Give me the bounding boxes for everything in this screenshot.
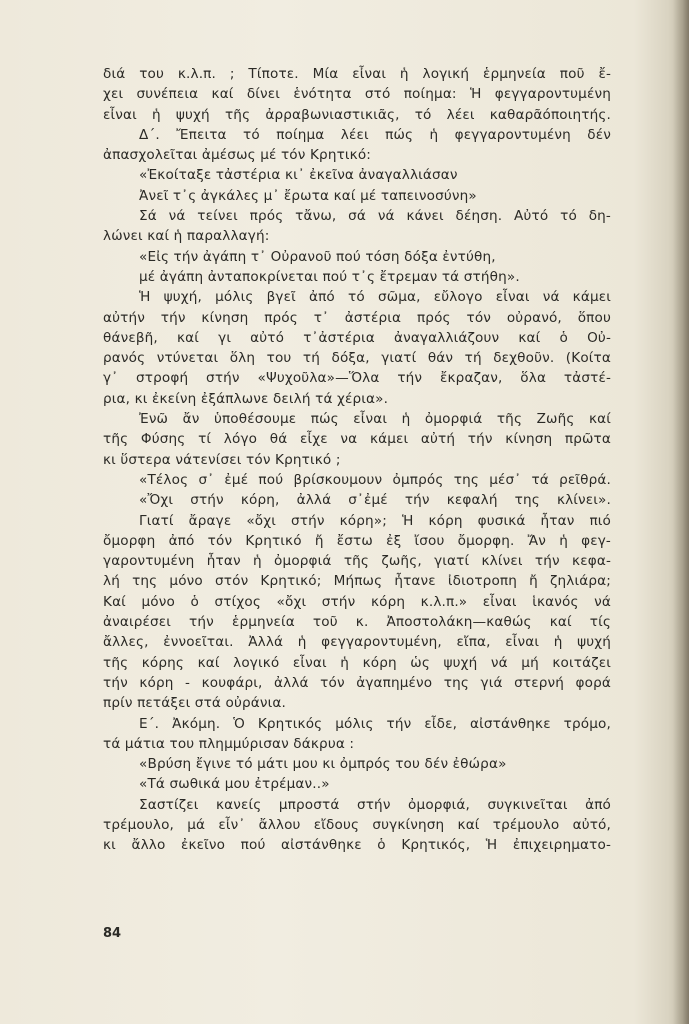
text-line: Ἀνεῖ τ᾽ς ἀγκάλες μ᾽ ἔρωτα καί μέ ταπεινοσύνη» (139, 187, 477, 204)
text-line: «Εἰς τήν ἀγάπη τ᾽ Οὐρανοῦ πού τόση δόξα ἐντύθη, (139, 248, 496, 265)
text-line: Σαστίζει κανείς μπροστά στήν ὀμορφιά, συγκινεῖται ἀπό (139, 796, 611, 813)
text-line: γαροντυμένη ἦταν ἡ ὀμορφιά τῆς ζωῆς, γιατί κλίνει τήν κεφα- (103, 553, 611, 570)
text-line: γ᾽ στροφή στήν «Ψυχοῦλα»—Ὅλα τήν ἔκραζαν, ὅλα τἀστέ- (103, 370, 611, 387)
text-line: μέ ἀγάπη ἀνταποκρίνεται πού τ᾽ς ἔτρεμαν τά στήθη». (139, 268, 520, 285)
body-text (103, 64, 611, 856)
text-line: Ἐνῶ ἄν ὑποθέσουμε πώς εἶναι ἡ ὀμορφιά τῆς Ζωῆς καί (139, 411, 611, 428)
text-line: χει συνέπεια καί δίνει ἑνότητα στό ποίημα: Ἡ φεγγαροντυμένη (103, 86, 611, 103)
text-line: εἶναι ἡ ψυχή τῆς ἀρραβωνιαστικιᾶς, τό λέει καθαρᾶόποιητής. (103, 106, 611, 123)
text-line: λή της μόνο στόν Κρητικό; Μήπως ἦτανε ἰδιοτροπη ἤ ζηλιάρα; (103, 573, 611, 590)
text-line: τήν κόρη - κουφάρι, ἀλλά τόν ἀγαπημένο της γιά στερνή φορά (103, 674, 611, 691)
text-line: αὐτήν τήν κίνηση πρός τ᾽ ἀστέρια πρός τόν οὐρανό, ὅπου (103, 309, 611, 326)
text-line: πρίν πετάξει στά οὐράνια. (103, 695, 286, 712)
text-line: «Βρύση ἔγινε τό μάτι μου κι ὀμπρός του δέν ἐθώρα» (139, 756, 507, 773)
text-line: τῆς Φύσης τί λόγο θά εἶχε να κάμει αὐτή τήν κίνηση πρῶτα (103, 431, 611, 448)
text-line: ρια, κι ἐκείνη ἐξάπλωνε δειλή τά χέρια». (103, 390, 389, 407)
text-line: ὄμορφη ἀπό τόν Κρητικό ἤ ἔστω ἐξ ἴσου ὄμορφη. Ἄν ἡ φεγ- (103, 532, 611, 549)
page-number: 84 (103, 926, 122, 941)
text-line: Ἡ ψυχή, μόλις βγεῖ ἀπό τό σῶμα, εὔλογο εἶναι νά κάμει (139, 289, 611, 306)
text-line: διά του κ.λ.π. ; Τίποτε. Μία εἶναι ἡ λογική ἑρμηνεία ποῦ ἔ- (103, 66, 611, 82)
text-line: Καί μόνο ὁ στίχος «ὄχι στήν κόρη κ.λ.π.» εἶναι ἱκανός νά (103, 593, 611, 610)
text-line: Σά νά τείνει πρός τἄνω, σά νά κάνει δέηση. Αὐτό τό δη- (139, 208, 611, 225)
text-line: ἀναιρέσει τήν ἑρμηνεία τοῦ κ. Ἀποστολάκη—καθώς καί τίς (103, 614, 611, 631)
text-line: ἄλλες, ἐννοεῖται. Ἀλλά ἡ φεγγαροντυμένη, εἴπα, εἶναι ἡ ψυχή (103, 634, 611, 651)
text-line: λώνει καί ἡ παραλλαγή: (103, 228, 270, 245)
text-line: «Ὄχι στήν κόρη, ἀλλά σ᾽ἐμέ τήν κεφαλή της κλίνει». (139, 492, 611, 509)
text-line: Ε΄. Ἀκόμη. Ὁ Κρητικός μόλις τήν εἶδε, αἰστάνθηκε τρόμο, (139, 715, 611, 732)
text-line: «Ἐκοίταξε τἀστέρια κι᾽ ἐκεῖνα ἀναγαλλιάσαν (139, 167, 458, 184)
text-line: Γιατί ἄραγε «ὄχι στήν κόρη»; Ἡ κόρη φυσικά ἦταν πιό (139, 512, 611, 529)
text-line: ρανός ντύνεται ὅλη του τή δόξα, γιατί θάν τή δεχθοῦν. (Κοίτα (103, 350, 611, 367)
text-line: θάνεβῆ, καί γι αὐτό τ᾽ἀστέρια ἀναγαλλιάζουν καί ὁ Οὐ- (103, 329, 611, 346)
text-line: Δ΄. Ἔπειτα τό ποίημα λέει πώς ἡ φεγγαροντυμένη δέν (139, 126, 611, 143)
text-line: «Τά σωθικά μου ἐτρέμαν..» (139, 776, 330, 793)
text-line: τά μάτια του πλημμύρισαν δάκρυα : (103, 735, 355, 752)
page-spine-shadow (673, 0, 689, 1024)
text-line: «Τέλος σ᾽ ἐμέ πού βρίσκουμουν ὀμπρός της μέσ᾽ τά ρεῖθρά. (139, 471, 611, 488)
text-line: ἀπασχολεῖται ἀμέσως μέ τόν Κρητικό: (103, 147, 372, 164)
text-line: κι ἄλλο ἐκεῖνο πού αἰστάνθηκε ὁ Κρητικός, Ἡ ἐπιχειρηματο- (103, 837, 611, 854)
text-line: τῆς κόρης καί λογικό εἶναι ἡ κόρη ὡς ψυχή νά μή κοιτάζει (103, 654, 611, 671)
text-line: τρέμουλο, μά εἶν᾽ ἄλλου εἴδους συγκίνηση καί τρέμουλο αὐτό, (103, 816, 611, 833)
text-line: κι ὕστερα νάτενίσει τόν Κρητικό ; (103, 451, 341, 468)
